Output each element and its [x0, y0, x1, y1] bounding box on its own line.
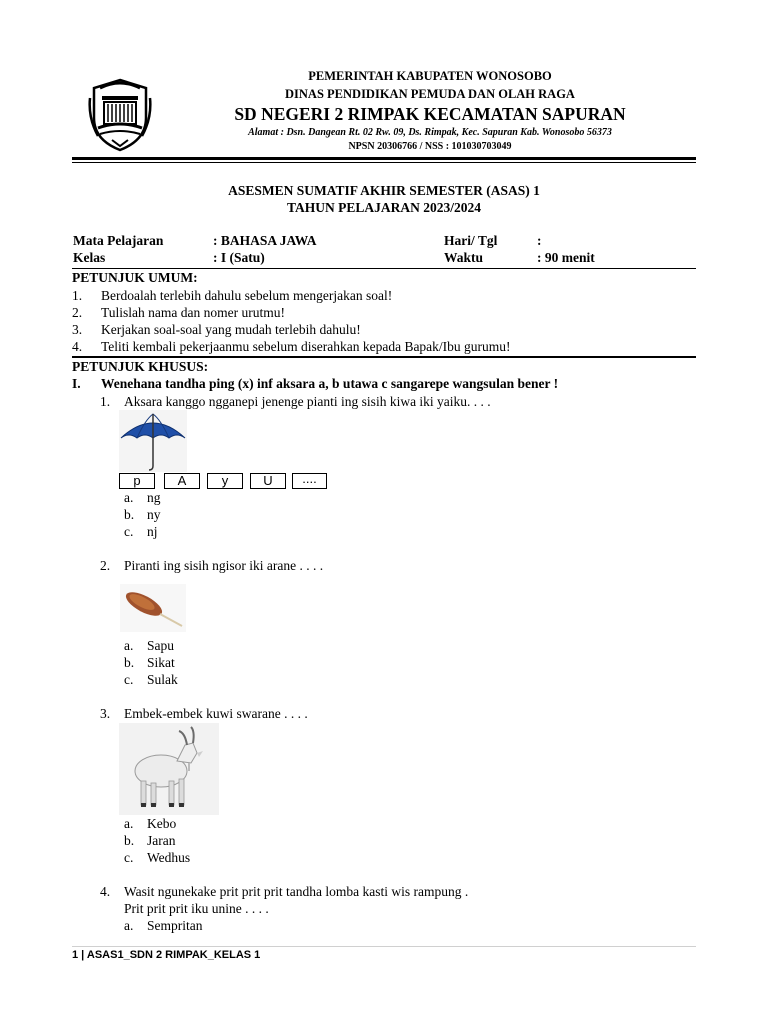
option-item: a. Kebo [124, 816, 177, 831]
general-divider [72, 356, 696, 358]
question-2: 2. Piranti ing sisih ngisor iki arane . . . . [100, 558, 324, 573]
option-item: c. Sulak [124, 672, 178, 687]
footer-divider [72, 946, 696, 947]
question-4: 4. Wasit ngunekake prit prit prit tandha lomba kasti wis rampung . [100, 884, 469, 899]
question-4-continuation: Prit prit prit iku unine . . . . [124, 901, 269, 916]
time-label: Waktu [444, 250, 484, 265]
class-value: : I (Satu) [213, 250, 265, 265]
info-divider [72, 268, 696, 269]
feather-duster-image [120, 584, 186, 632]
general-instructions-heading: PETUNJUK UMUM: [72, 270, 198, 285]
general-item: 1. Berdoalah terlebih dahulu sebelum mengerjakan soal! [72, 288, 393, 303]
option-item: c. Wedhus [124, 850, 191, 865]
option-item: b. Sikat [124, 655, 175, 670]
special-instructions-heading: PETUNJUK KHUSUS: [72, 359, 209, 374]
option-item: a. Sapu [124, 638, 174, 653]
department-name: DINAS PENDIDIKAN PEMUDA DAN OLAH RAGA [285, 87, 575, 101]
option-item: b. ny [124, 507, 161, 522]
general-item: 3. Kerjakan soal-soal yang mudah terlebih dahulu! [72, 322, 361, 337]
subject-value: : BAHASA JAWA [213, 233, 317, 248]
aksara-blank-box: .... [292, 473, 327, 489]
day-label: Hari/ Tgl [444, 233, 498, 248]
goat-image [119, 723, 219, 815]
aksara-box: y [207, 473, 243, 489]
aksara-box: A [164, 473, 200, 489]
aksara-box: p [119, 473, 155, 489]
option-item: a. Sempritan [124, 918, 203, 933]
question-1: 1. Aksara kanggo ngganepi jenenge pianti ing sisih kiwa iki yaiku. . . . [100, 394, 491, 409]
school-npsn: NPSN 20306766 / NSS : 101030703049 [348, 141, 512, 152]
school-address: Alamat : Dsn. Dangean Rt. 02 Rw. 09, Ds. Rimpak, Kec. Sapuran Kab. Wonosobo 56373 [248, 127, 612, 138]
day-value: : [537, 233, 542, 248]
regency-emblem-logo [88, 78, 152, 152]
option-item: c. nj [124, 524, 158, 539]
letterhead-divider-thick [72, 157, 696, 160]
government-name: PEMERINTAH KABUPATEN WONOSOBO [308, 69, 552, 83]
letterhead-divider-thin [72, 162, 696, 163]
section-instruction: I. Wenehana tandha ping (x) inf aksara a, b utawa c sangarepe wangsulan bener ! [72, 376, 559, 391]
exam-year: TAHUN PELAJARAN 2023/2024 [286, 200, 481, 215]
general-item: 2. Tulislah nama dan nomer urutmu! [72, 305, 285, 320]
school-name: SD NEGERI 2 RIMPAK KECAMATAN SAPURAN [234, 104, 626, 124]
option-item: b. Jaran [124, 833, 176, 848]
general-item: 4. Teliti kembali pekerjaanmu sebelum diserahkan kepada Bapak/Ibu gurumu! [72, 339, 511, 354]
question-3: 3. Embek-embek kuwi swarane . . . . [100, 706, 308, 721]
class-label: Kelas [73, 250, 106, 265]
umbrella-image [119, 410, 187, 472]
time-value: : 90 menit [537, 250, 595, 265]
page-footer: 1 | ASAS1_SDN 2 RIMPAK_KELAS 1 [72, 949, 261, 961]
subject-label: Mata Pelajaran [73, 233, 164, 248]
exam-title: ASESMEN SUMATIF AKHIR SEMESTER (ASAS) 1 [228, 183, 540, 198]
aksara-box: U [250, 473, 286, 489]
option-item: a. ng [124, 490, 161, 505]
